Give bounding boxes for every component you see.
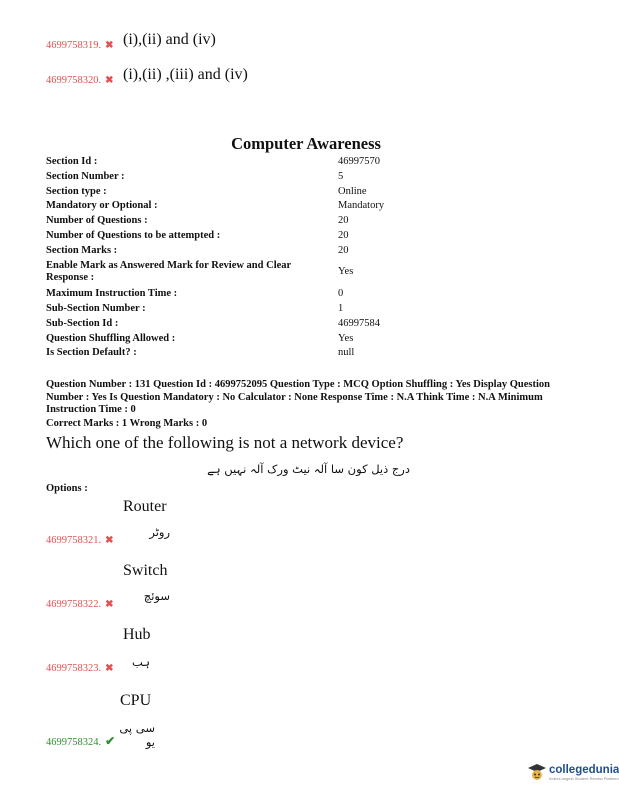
option-text: (i),(ii) ,(iii) and (iv) xyxy=(123,66,248,83)
meta-value: 20 xyxy=(338,230,349,241)
graduate-mascot-icon xyxy=(527,762,547,782)
correct-check-icon: ✔ xyxy=(105,734,116,748)
option-text: Switch xyxy=(123,562,168,579)
meta-value: null xyxy=(338,347,355,358)
option-id xyxy=(46,75,114,86)
option-id xyxy=(46,734,115,749)
wrong-mark-icon: ✖ xyxy=(105,40,114,51)
meta-value: Yes xyxy=(338,266,354,277)
wrong-mark-icon: ✖ xyxy=(105,663,114,674)
section-title: Computer Awareness xyxy=(231,134,381,153)
option-id-text: 4699758324. xyxy=(46,737,102,748)
wrong-mark-icon: ✖ xyxy=(105,599,114,610)
meta-value: 0 xyxy=(338,288,344,299)
meta-value: 46997570 xyxy=(338,156,380,167)
option-id-text: 4699758320. xyxy=(46,75,102,86)
meta-label: Question Shuffling Allowed : xyxy=(46,333,176,344)
meta-label: Sub-Section Id : xyxy=(46,318,119,329)
meta-value: 20 xyxy=(338,215,349,226)
meta-value: 5 xyxy=(338,171,344,182)
option-urdu-text: روٹر xyxy=(149,525,170,539)
brand-tagline: India's largest Student Review Platform xyxy=(549,775,619,781)
meta-label: Section type : xyxy=(46,186,107,197)
option-id xyxy=(46,535,114,546)
question-meta: Question Number : 131 Question Id : 4699752095 Question Type : MCQ Option Shuffling : Yes Display Question Number : Yes Is Question Mandatory : No Calculator : None Response Time : N.A Think Time : N.A Minimum Instruction Time : 0 xyxy=(46,379,550,415)
question-text: Which one of the following is not a network device? xyxy=(46,433,404,452)
options-label: Options : xyxy=(46,483,88,494)
wrong-mark-icon: ✖ xyxy=(105,75,114,86)
wrong-mark-icon: ✖ xyxy=(105,535,114,546)
option-id-text: 4699758319. xyxy=(46,40,102,51)
option-urdu-text: سوئچ xyxy=(143,589,170,603)
meta-value: 46997584 xyxy=(338,318,380,329)
meta-label: Maximum Instruction Time : xyxy=(46,288,178,299)
option-text: CPU xyxy=(120,692,152,709)
meta-label: Section Marks : xyxy=(46,245,118,256)
meta-value: Yes xyxy=(338,333,354,344)
option-urdu-text: سی پی یو xyxy=(119,721,155,749)
option-urdu-text: ہب xyxy=(131,655,150,669)
option-text: Hub xyxy=(123,626,151,643)
question-marks: Correct Marks : 1 Wrong Marks : 0 xyxy=(46,418,208,429)
option-id xyxy=(46,40,114,51)
question-urdu-text: درج ذیل کون سا آلہ نیٹ ورک آلہ نہیں ہے xyxy=(207,462,410,476)
meta-label: Mandatory or Optional : xyxy=(46,200,158,211)
meta-label: Number of Questions to be attempted : xyxy=(46,230,221,241)
meta-label: Sub-Section Number : xyxy=(46,303,146,314)
option-id-text: 4699758322. xyxy=(46,599,102,610)
meta-value: 1 xyxy=(338,303,344,314)
meta-label: Number of Questions : xyxy=(46,215,148,226)
meta-label: Is Section Default? : xyxy=(46,347,137,358)
option-id-text: 4699758321. xyxy=(46,535,102,546)
option-id xyxy=(46,663,114,674)
option-id xyxy=(46,599,114,610)
meta-label: Section Id : xyxy=(46,156,98,167)
option-text: (i),(ii) and (iv) xyxy=(123,31,216,48)
meta-label: Section Number : xyxy=(46,171,125,182)
meta-value: Online xyxy=(338,186,367,197)
brand-name: collegedunia xyxy=(549,763,619,776)
option-id-text: 4699758323. xyxy=(46,663,102,674)
meta-label: Enable Mark as Answered Mark for Review and Clear Response : xyxy=(46,260,291,283)
brand-watermark xyxy=(527,762,619,782)
option-text: Router xyxy=(123,498,167,515)
meta-value: Mandatory xyxy=(338,200,385,211)
meta-value: 20 xyxy=(338,245,349,256)
